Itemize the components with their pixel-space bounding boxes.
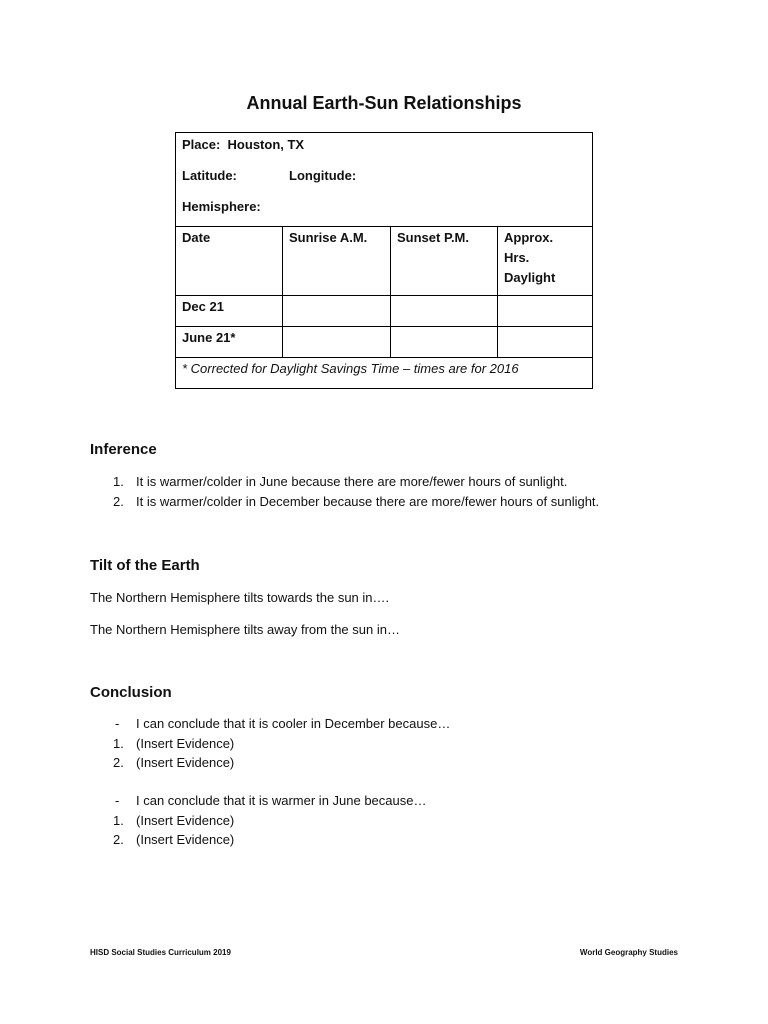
- list-dash: -: [115, 793, 120, 808]
- place-label: Place:: [182, 137, 221, 152]
- inference-item: It is warmer/colder in December because there are more/fewer hours of sunlight.: [136, 494, 600, 509]
- list-number: 2.: [113, 832, 124, 847]
- column-header-daylight: [498, 227, 593, 296]
- inference-heading: Inference: [90, 441, 157, 458]
- date-cell: June 21*: [176, 327, 283, 358]
- sunset-cell[interactable]: [391, 296, 498, 327]
- table-footnote: * Corrected for Daylight Savings Time – times are for 2016: [176, 358, 593, 389]
- list-number: 2.: [113, 494, 124, 509]
- longitude-label: Longitude:: [289, 168, 357, 183]
- list-dash: -: [115, 716, 120, 731]
- page-title: Annual Earth-Sun Relationships: [246, 93, 522, 113]
- tilt-line: The Northern Hemisphere tilts away from the sun in…: [90, 622, 400, 637]
- conclusion-heading: Conclusion: [90, 684, 172, 701]
- list-number: 1.: [113, 813, 124, 828]
- date-cell: Dec 21: [176, 296, 283, 327]
- hemisphere-line: [182, 199, 586, 223]
- daylight-cell[interactable]: [498, 327, 593, 358]
- conclusion-statement: I can conclude that it is cooler in December because…: [136, 716, 451, 731]
- hemisphere-label: Hemisphere:: [182, 199, 261, 214]
- column-header-daylight-text: Approx. Hrs. Daylight: [504, 230, 556, 285]
- column-header-sunset: Sunset P.M.: [391, 227, 498, 296]
- footer-right: World Geography Studies: [579, 948, 678, 957]
- lat-long-line: [182, 168, 586, 199]
- evidence-item: (Insert Evidence): [136, 832, 235, 847]
- list-number: 1.: [113, 736, 124, 751]
- sunrise-cell[interactable]: [283, 296, 391, 327]
- evidence-item: (Insert Evidence): [136, 755, 235, 770]
- location-info-cell: [176, 133, 593, 227]
- evidence-item: (Insert Evidence): [136, 736, 235, 751]
- evidence-item: (Insert Evidence): [136, 813, 235, 828]
- place-value: Houston, TX: [227, 137, 305, 152]
- sunset-cell[interactable]: [391, 327, 498, 358]
- column-header-date: Date: [176, 227, 283, 296]
- earth-sun-table: [175, 132, 593, 389]
- column-header-sunrise: Sunrise A.M.: [283, 227, 391, 296]
- footer-left: HISD Social Studies Curriculum 2019: [90, 948, 231, 957]
- tilt-line: The Northern Hemisphere tilts towards the sun in….: [90, 590, 390, 605]
- tilt-heading: Tilt of the Earth: [90, 557, 200, 574]
- list-number: 1.: [113, 474, 124, 489]
- list-number: 2.: [113, 755, 124, 770]
- inference-item: It is warmer/colder in June because there are more/fewer hours of sunlight.: [136, 474, 568, 489]
- latitude-label: Latitude:: [182, 168, 237, 183]
- place-line: [182, 137, 586, 168]
- daylight-cell[interactable]: [498, 296, 593, 327]
- conclusion-statement: I can conclude that it is warmer in June because…: [136, 793, 427, 808]
- sunrise-cell[interactable]: [283, 327, 391, 358]
- table-row: [176, 296, 593, 327]
- table-row: [176, 327, 593, 358]
